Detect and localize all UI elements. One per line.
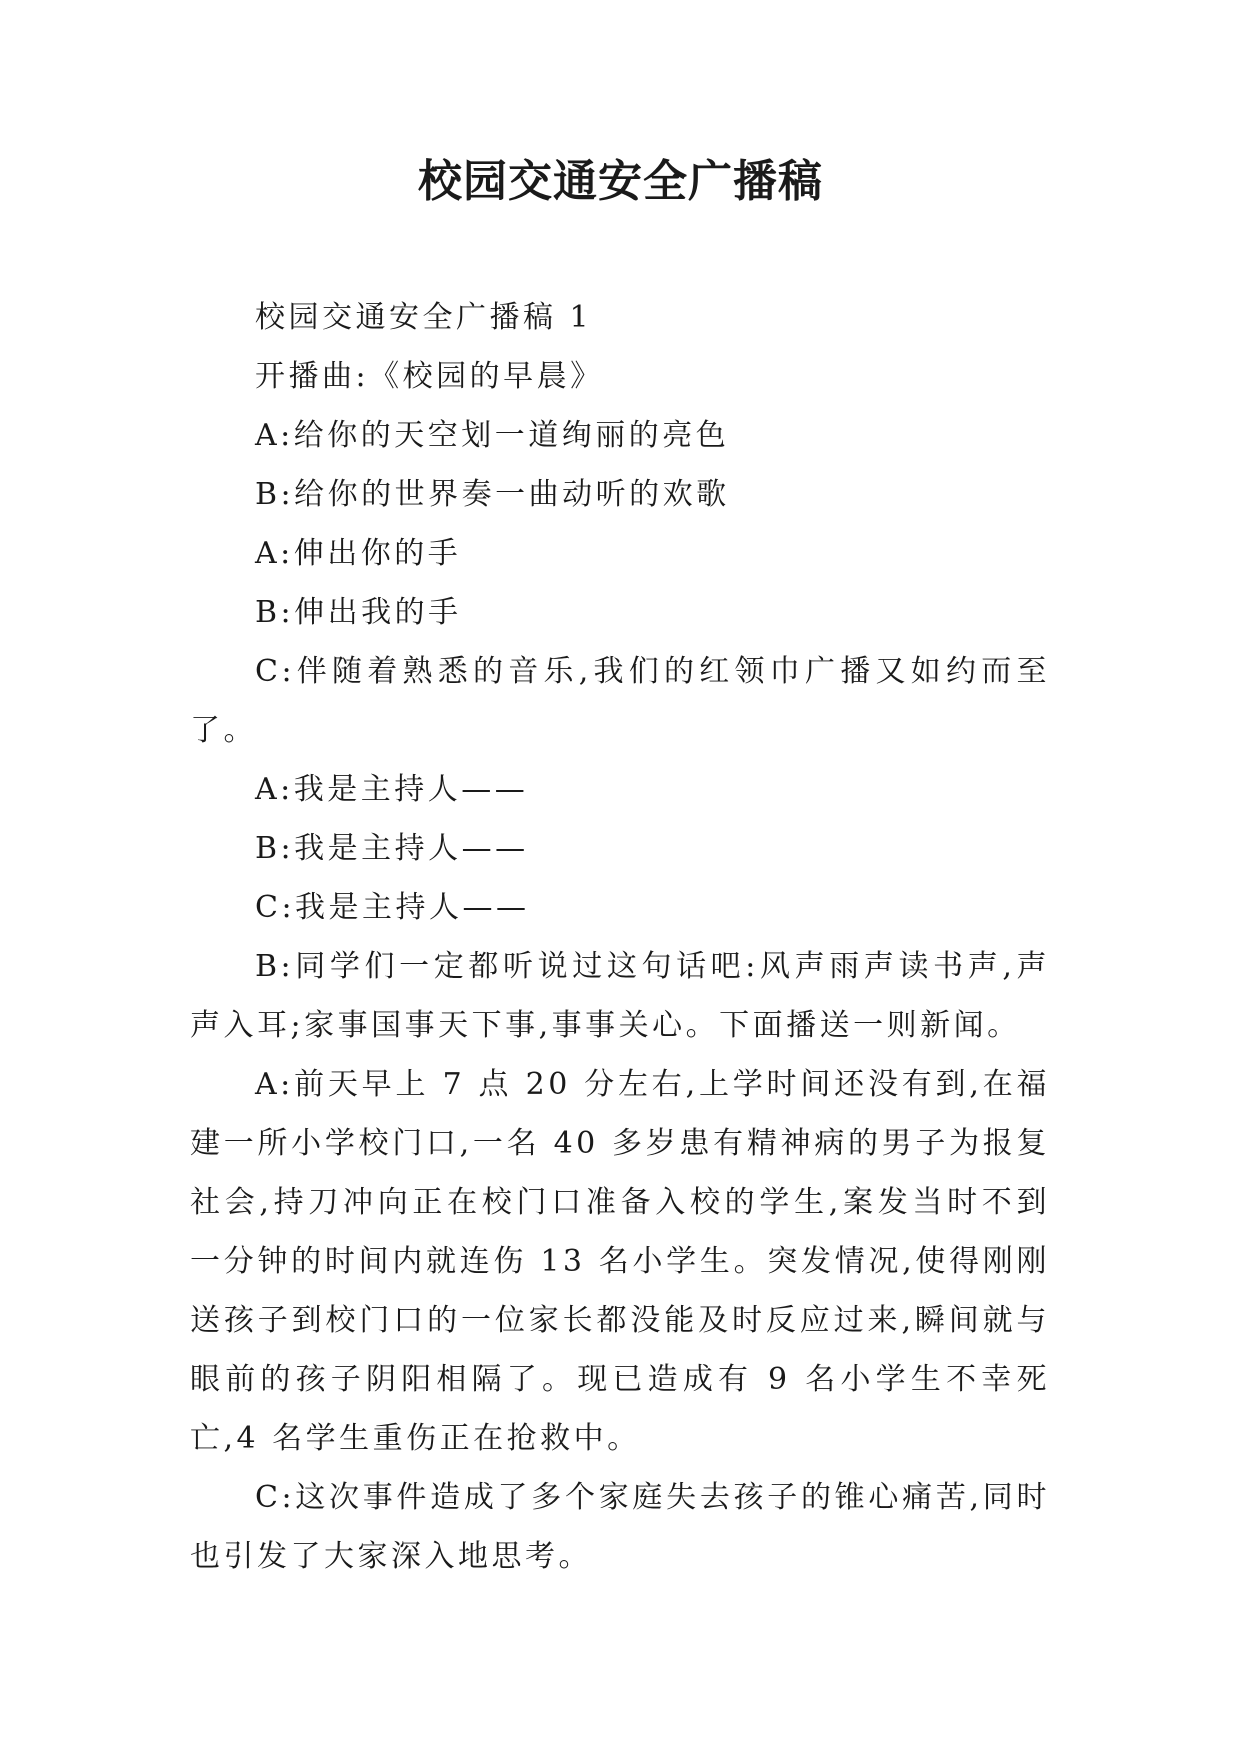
- paragraph: A:给你的天空划一道绚丽的亮色: [255, 418, 730, 453]
- paragraph: B:同学们一定都听说过这句话吧:风声雨声读书声,声声入耳;家事国事天下事,事事关心。下面播送一则新闻。: [190, 949, 1050, 1043]
- paragraph: B:我是主持人——: [255, 831, 529, 866]
- document-title: 校园交通安全广播稿: [418, 156, 823, 207]
- document-body: [190, 288, 1050, 1586]
- paragraph: A:我是主持人——: [255, 772, 529, 807]
- paragraph: B:给你的世界奏一曲动听的欢歌: [255, 477, 730, 512]
- paragraph: A:伸出你的手: [255, 536, 462, 571]
- paragraph: 开播曲:《校园的早晨》: [255, 359, 604, 394]
- paragraph: A:前天早上 7 点 20 分左右,上学时间还没有到,在福建一所小学校门口,一名 40 多岁患有精神病的男子为报复社会,持刀冲向正在校门口准备入校的学生,案发当时不到一分钟的时间内就连伤 13 名小学生。突发情况,使得刚刚送孩子到校门口的一位家长都没能及时反应过来,瞬间就与眼前的孩子阴阳相隔了。现已造成有 9 名小学生不幸死亡,4 名学生重伤正在抢救中。: [190, 1067, 1050, 1456]
- paragraph: C:这次事件造成了多个家庭失去孩子的锥心痛苦,同时也引发了大家深入地思考。: [190, 1480, 1050, 1574]
- paragraph: 校园交通安全广播稿 1: [255, 300, 593, 335]
- paragraph: C:伴随着熟悉的音乐,我们的红领巾广播又如约而至了。: [190, 654, 1050, 748]
- paragraph: B:伸出我的手: [255, 595, 462, 630]
- paragraph: C:我是主持人——: [255, 890, 530, 925]
